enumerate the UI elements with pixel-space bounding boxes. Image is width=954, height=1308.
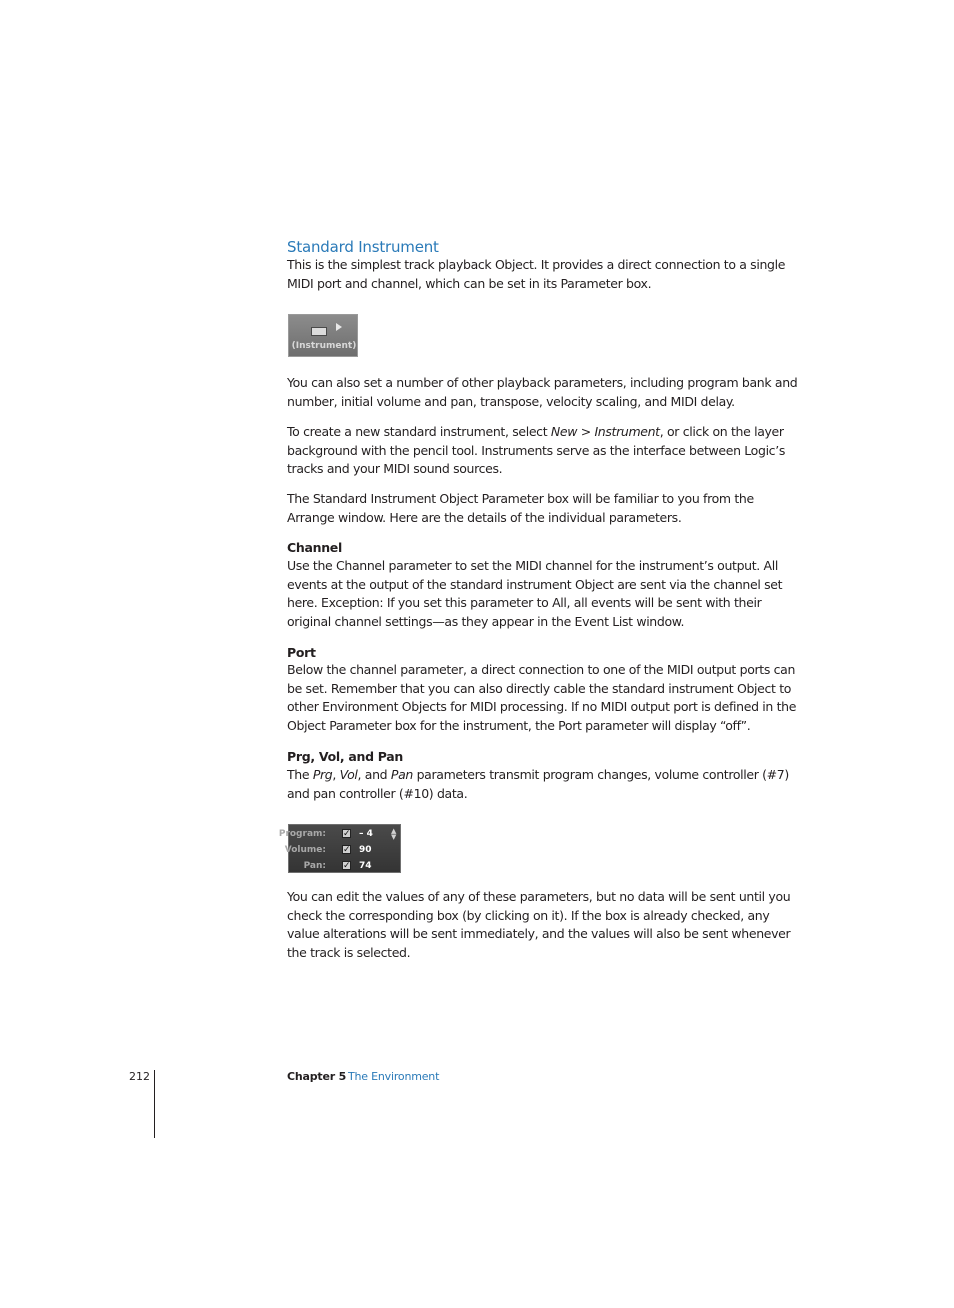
text-run: The xyxy=(287,767,313,782)
menu-path: New > Instrument xyxy=(550,424,660,439)
page-number: 212 xyxy=(129,1070,150,1083)
instrument-object-figure xyxy=(288,314,358,357)
param-name: Vol xyxy=(339,767,358,782)
instrument-label: (Instrument) xyxy=(291,341,357,351)
text-run: , and xyxy=(357,767,391,782)
port-paragraph: Below the channel parameter, a direct connection to one of the MIDI output ports can be set. Remember that you can also directly cable the standard instrument Object to other Environment Objects for MIDI processing. If no MIDI output port is defined in the Object Parameter box for the instrument, the Port parameter will display “off”. xyxy=(287,662,797,733)
text-run: , or click on the layer background with the pencil tool. Instruments serve as the interface between Logic’s tracks and your MIDI sound sources. xyxy=(287,424,785,477)
program-row xyxy=(278,827,402,843)
play-arrow-icon xyxy=(336,323,342,331)
playback-params-paragraph: You can also set a number of other playback parameters, including program bank and number, initial volume and pan, transpose, velocity scaling, and MIDI delay. xyxy=(287,375,798,409)
prg-vol-pan-paragraph xyxy=(287,766,799,803)
parameter-box-paragraph: The Standard Instrument Object Parameter box will be familiar to you from the Arrange window. Here are the details of the individual parameters. xyxy=(287,491,754,525)
parameter-box-figure xyxy=(278,824,401,873)
volume-checkbox[interactable]: ✓ xyxy=(343,845,351,855)
pan-value[interactable]: 74 xyxy=(359,861,372,871)
pan-row xyxy=(289,859,402,875)
footer-divider xyxy=(154,1070,155,1138)
chapter-title: The Environment xyxy=(348,1070,440,1083)
param-name: Prg xyxy=(312,767,333,782)
edit-values-paragraph: You can edit the values of any of these parameters, but no data will be sent until you check the corresponding box (by clicking on it). If the box is already checked, any value alterations will be sent immediately, and the values will also be sent whenever the track is selected. xyxy=(287,889,791,960)
volume-label: Volume: xyxy=(284,845,326,855)
text-run: To create a new standard instrument, select xyxy=(287,424,551,439)
chapter-label: Chapter 5 xyxy=(287,1070,347,1083)
channel-paragraph: Use the Channel parameter to set the MIDI channel for the instrument’s output. All events at the output of the standard instrument Object are sent via the channel set here. Exception: If you set this parameter to All, all events will be sent with their original channel settings—as they appear in the Event List window. xyxy=(287,558,783,629)
pan-label: Pan: xyxy=(303,861,326,871)
create-instrument-paragraph xyxy=(287,423,799,479)
pan-checkbox[interactable]: ✓ xyxy=(343,861,351,871)
keyboard-icon xyxy=(311,327,327,336)
program-checkbox[interactable]: ✓ xyxy=(343,829,351,839)
program-value[interactable]: – 4 xyxy=(359,829,373,839)
prg-vol-pan-heading: Prg, Vol, and Pan xyxy=(287,749,404,764)
section-title: Standard Instrument xyxy=(287,238,439,256)
intro-paragraph: This is the simplest track playback Object. It provides a direct connection to a single MIDI port and channel, which can be set in its Parameter box. xyxy=(287,257,786,291)
text-run: parameters transmit program changes, volume controller (#7) and pan controller (#10) data. xyxy=(287,767,789,801)
param-name: Pan xyxy=(390,767,413,782)
volume-row xyxy=(284,843,402,859)
channel-heading: Channel xyxy=(287,540,342,555)
program-label: Program: xyxy=(278,829,326,839)
volume-value[interactable]: 90 xyxy=(359,845,372,855)
stepper-arrows-icon[interactable]: ▲ ▼ xyxy=(391,827,397,841)
port-heading: Port xyxy=(287,645,316,660)
text-run: , xyxy=(332,767,340,782)
